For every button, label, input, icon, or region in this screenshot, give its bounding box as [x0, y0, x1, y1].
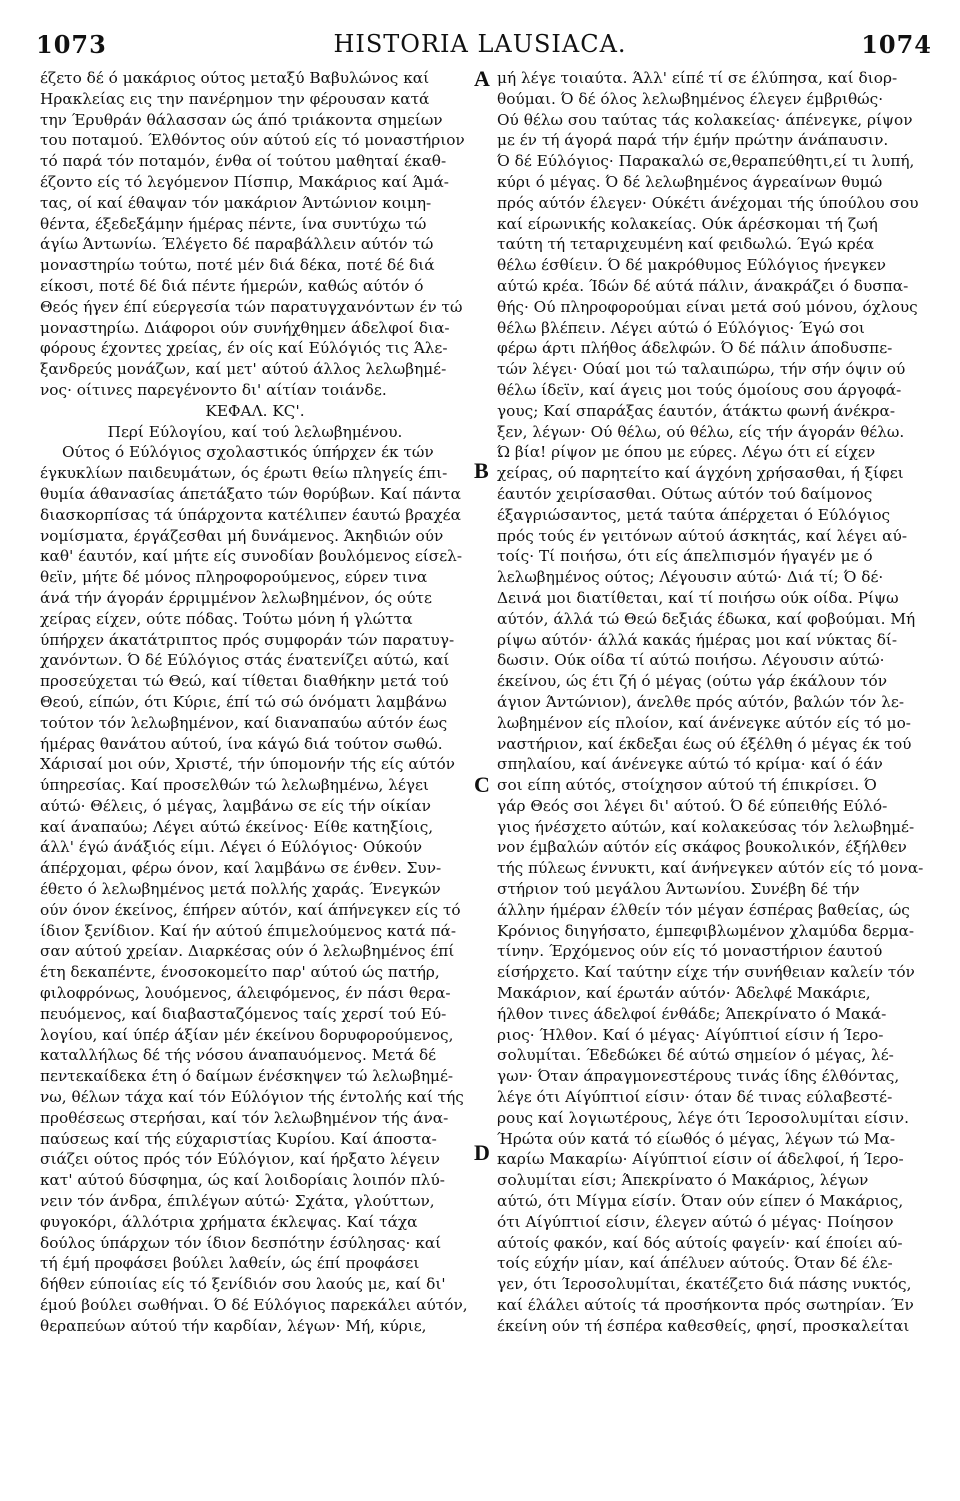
text-line: νω, θέλων τάχα καί τόν Εύλόγιον τής έντολής καί τής: [40, 1088, 464, 1107]
text-line: Μακάριον, καί έρωτάν αύτόν· Άδελφέ Μακάριε,: [497, 984, 871, 1003]
text-line: έκείνου, ώς έτι ζή ό μέγας (ούτω γάρ έκάλουν τόν: [497, 672, 888, 691]
text-line: προσεύχεται τώ Θεώ, καί τίθεται διαθήκην μετά τού: [40, 672, 449, 691]
text-line: έτη δεκαπέντε, ένοσοκομείτο παρ' αύτού ώς πατήρ,: [40, 963, 440, 982]
text-line: έζοντο είς τό λεγόμενον Πίσπιρ, Μακάριος καί Άμά-: [40, 172, 449, 191]
text-line: είσήρχετο. Καί ταύτην είχε τήν συνήθειαν καλείν τόν: [497, 963, 915, 982]
text-line: θούμαι. Ό δέ όλος λελωβημένος έλεγεν έμβριθώς·: [497, 89, 884, 108]
text-line: σιάζει ούτος πρός τόν Εύλόγιον, καί ήρξατο λέγειν: [40, 1150, 440, 1169]
text-line: έγκυκλίων παιδευμάτων, ός έρωτι θείω πληγείς έπι-: [40, 464, 448, 483]
text-line: άγιον Άντώνιον), άνελθε πρός αύτόν, βαλών τόν λε-: [497, 692, 905, 711]
text-line: δωσιν. Ούκ οίδα τί αύτώ ποιήσω. Λέγουσιν αύτώ·: [497, 651, 885, 670]
text-line: σαν αύτού χρείαν. Διαρκέσας ούν ό λελωβημένος έπί: [40, 942, 455, 961]
text-line: αύτώ κρέα. Ίδών δέ αύτά πάλιν, άνακράζει ό δυσπα-: [497, 276, 909, 295]
text-line: άπέρχομαι, φέρω όνον, καί λαμβάνω σε ένθεν. Συν-: [40, 859, 442, 878]
text-line: καί είρωνικής κολακείας. Ούκ άρέσκομαι τή ζωή: [497, 214, 878, 233]
text-line: ήλθον τινες άδελφοί ένθάδε; Άπεκρίνατο ό Μακά-: [497, 1004, 887, 1023]
page-header: [0, 0, 960, 64]
text-line: ούν όνον έκείνος, έπήρεν αύτόν, καί άπήνεγκεν είς τό: [40, 900, 461, 919]
text-line: αύτώ· Θέλεις, ό μέγας, λαμβάνω σε είς τήν οίκίαν: [40, 796, 431, 815]
text-line: ταύτη τή τεταριχευμένη καί φειδωλώ. Έγώ κρέα: [497, 235, 874, 254]
text-line: μοναστηρίω τούτω, ποτέ μέν διά δέκα, ποτέ δέ διά: [40, 256, 435, 275]
text-line: Ού θέλω σου ταύτας τάς κολακείας· άπένεγκε, ρίψον: [497, 110, 913, 129]
text-line: Κρόνιος διηγήσατο, έμπεφιβλωμένον χλαμύδα δερμα-: [497, 921, 915, 940]
text-line: στήριον τού μεγάλου Άντωνίου. Συνέβη δέ τήν: [497, 880, 860, 899]
text-line: σοι είπη αύτός, στοίχησον αύτού τή έπικρίσει. Ό: [497, 776, 877, 795]
text-line: ξανδρεύς μονάζων, καί μετ' αύτού άλλος λελωβημέ-: [40, 360, 447, 379]
text-line: δήθεν εύποιίας είς τό ξενίδιόν σου λαούς με, καί δι': [40, 1275, 446, 1294]
text-line: καρίω Μακαρίω· Αίγύπτιοί είσιν οί άδελφοί, ή Ίερο-: [497, 1150, 904, 1169]
text-line: έαυτόν χειρίσασθαι. Ούτως αύτόν τού δαίμονος: [497, 484, 873, 503]
text-line: Ηρακλείας εις την πανέρημον την φέρουσαν κατά: [40, 89, 430, 108]
text-line: τοίς· Τί ποιήσω, ότι είς άπελπισμόν ήγαγέν με ό: [497, 547, 873, 566]
text-line: νομίσματα, έργάζεσθαι μή δυνάμενος. Άκηδιών ούν: [40, 526, 444, 545]
text-line: νον έμβαλών αύτόν είς σκάφος βουκολικόν, έξήλθεν: [497, 838, 907, 857]
text-line: Ούτος ό Εύλόγιος σχολαστικός ύπήρχεν έκ τών: [62, 443, 434, 462]
text-line: σολυμίται. Έδεδώκει δέ αύτώ σημείον ό μέγας, λέ-: [497, 1046, 894, 1065]
text-line: τή έμή προφάσει βούλει λαθείν, ώς έπί προφάσει: [40, 1254, 420, 1273]
text-line: ναστήριον, καί έκδεξαι έως ού έξέλθη ό μέγας έκ τού: [497, 734, 912, 753]
text-line: γάρ Θεός σοι λέγει δι' αύτού. Ό δέ εύπειθής Εύλό-: [497, 796, 888, 815]
text-line: διασκορπίσας τά ύπάρχοντα κατέλιπεν έαυτώ βραχέα: [40, 505, 461, 524]
text-line: καί άναπαύω; Λέγει αύτώ έκείνος· Είθε κατηξίοις,: [40, 817, 434, 836]
text-line: του ποταμού. Έλθόντος ούν αύτού είς τό μοναστήριον: [40, 131, 465, 150]
text-line: την Έρυθράν θάλασσαν ώς άπό τριάκοντα σημείων: [40, 110, 443, 129]
text-line: Θεός ήγεν έπί εύεργεσία τών παρατυγχανόντων έν τώ: [40, 297, 463, 316]
text-line: άλλην ήμέραν έλθείν τόν μέγαν έσπέρας βαθείας, ώς: [497, 900, 910, 919]
text-line: έθετο ό λελωβημένος μετά πολλής χαράς. Ένεγκών: [40, 880, 441, 899]
text-line: γιος ήνέσχετο αύτών, καί κολακεύσας τόν λελωβημέ-: [497, 817, 915, 836]
text-line: κατ' αύτού δύσφημα, ώς καί λοιδορίαις λοιπόν πλύ-: [40, 1171, 445, 1190]
text-line: θής· Ού πληροφορούμαι είναι μετά σού μόνου, όχλους: [497, 297, 918, 316]
text-line: σολυμίται είσι; Άπεκρίνατο ό Μακάριος, λέγων: [497, 1171, 869, 1190]
text-line: παύσεως καί τής εύχαριστίας Κυρίου. Καί άποστα-: [40, 1129, 437, 1148]
text-line: σπηλαίου, καί άνένεγκε αύτώ τό κρίμα· καί ό έάν: [497, 755, 883, 774]
text-line: ριος· Ήλθον. Καί ό μέγας· Αίγύπτιοί είσιν ή Ίερο-: [497, 1025, 884, 1044]
text-line: ρους καί λογιωτέρους, λέγε ότι Ίεροσολυμίται είσιν.: [497, 1108, 909, 1127]
text-line: τας, οί καί έθαψαν τόν μακάριον Άντώνιον κοιμη-: [40, 193, 432, 212]
text-line: έκείνη ούν τή έσπέρα καθεσθείς, φησί, προσκαλείται: [497, 1316, 910, 1335]
text-line: πεντεκαίδεκα έτη ό δαίμων ένέσκηψεν τώ λελωβημέ-: [40, 1067, 454, 1086]
text-line: έζετο δέ ό μακάριος ούτος μεταξύ Βαβυλώνος καί: [40, 69, 430, 87]
text-line: νειν τόν άνδρα, έπιλέγων αύτώ· Σχάτα, γλούττων,: [40, 1192, 435, 1211]
text-line: ύπήρχεν άκατάτριπτος πρός συμφοράν τών παρατυγ-: [40, 630, 455, 649]
text-line: Ό δέ Εύλόγιος· Παρακαλώ σε,θεραπεύθητι,εί τι λυπή,: [497, 152, 915, 171]
right-page-number: 1074: [861, 30, 932, 59]
text-line: ίδιον ξενίδιον. Καί ήν αύτού έπιμελούμενος κατά πά-: [40, 921, 457, 940]
text-line: χανόντων. Ό δέ Εύλόγιος στάς ένατενίζει αύτώ, καί: [40, 651, 450, 670]
text-line: τών λέγει· Ούαί μοι τώ ταλαιπώρω, τήν σήν όψιν ού: [497, 360, 906, 379]
text-line: είκοσι, ποτέ δέ διά πέντε ήμερών, καθώς αύτόν ό: [40, 276, 424, 295]
text-line: τής πύλεως έννυκτι, καί άνήνεγκεν αύτόν είς τό μονα-: [497, 859, 924, 878]
text-line: αύτόν, άλλά τώ Θεώ δεξιάς έδωκα, καί φοβούμαι. Μή: [497, 609, 916, 628]
text-line: λελωβημένος ούτος; Λέγουσιν αύτώ· Διά τί; Ό δέ·: [497, 568, 884, 587]
text-line: θυμία άθανασίας άπετάξατο τών θορύβων. Καί πάντα: [40, 484, 461, 503]
text-line: πρός τούς έν γειτόνων αύτού άσκητάς, καί λέγει αύ-: [497, 526, 907, 545]
text-line: ότι Αίγύπτιοί είσιν, έλεγεν αύτώ ό μέγας· Ποίησον: [497, 1212, 894, 1231]
section-marker-c: C: [474, 772, 490, 797]
text-line: τούτον τόν λελωβημένον, καί διαναπαύω αύτόν έως: [40, 713, 448, 732]
text-line: έξαγριώσαντος, μετά ταύτα άπέρχεται ό Εύλόγιος: [497, 505, 891, 524]
text-line: ήμέρας θανάτου αύτού, ίνα κάγώ διά τούτον σωθώ.: [40, 734, 443, 753]
text-line: τίνην. Έρχόμενος ούν είς τό μοναστήριον έαυτού: [497, 942, 883, 961]
text-line: λωβημένον είς πλοίον, καί άνένεγκε αύτόν είς τό μο-: [497, 713, 911, 732]
text-line: προθέσεως στερήσαι, καί τόν λελωβημένον τής άνα-: [40, 1108, 449, 1127]
text-line: χείρας, ού παρητείτο καί άγχόνη χρήσασθαι, ή ξίφει: [497, 464, 904, 483]
text-line: κύρι ό μέγας. Ό δέ λελωβημένος άγρεαίνων θυμώ: [497, 172, 883, 191]
text-line: χείρας είχεν, ούτε πόδας. Τούτω μόνη ή γλώττα: [40, 609, 413, 628]
text-line: θέλω βλέπειν. Λέγει αύτώ ό Εύλόγιος· Έγώ σοι: [497, 318, 865, 337]
text-line: άνά τήν άγοράν έρριμμένον λελωβημένον, ός ούτε: [40, 588, 432, 607]
text-line: άλλ' έγώ άνάξιός είμι. Λέγει ό Εύλόγιος· Ούκούν: [40, 838, 422, 857]
text-line: τοίς εύχήν μίαν, καί άπέλυεν αύτούς. Όταν δέ έλε-: [497, 1254, 893, 1273]
text-line: νος· οίτινες παρεγένοντο δι' αίτίαν τοιάνδε.: [40, 380, 387, 399]
text-line: φόρους έχοντες χρείας, έν οίς καί Εύλόγιός τις Άλε-: [40, 339, 448, 358]
text-line: Ώ βία! ρίψον με όπου με εύρες. Λέγω ότι εί είχεν: [497, 443, 876, 462]
text-line: λέγε ότι Αίγύπτιοί είσιν· όταν δέ τινας εύλαβεστέ-: [497, 1088, 893, 1107]
text-line: έμού βούλει σωθήναι. Ό δέ Εύλόγιος παρεκάλει αύτόν,: [40, 1296, 468, 1315]
text-line: Ήρώτα ούν κατά τό είωθός ό μέγας, λέγων τώ Μα-: [497, 1129, 896, 1148]
right-text-column: [497, 68, 927, 1337]
text-line: φιλοφρόνως, λουόμενος, άλειφόμενος, έν πάσι θερα-: [40, 984, 451, 1003]
text-line: γους; Καί σπαράξας έαυτόν, άτάκτω φωνή άνέκρα-: [497, 401, 896, 420]
text-line: θέλω έσθίειν. Ό δέ μακρόθυμος Εύλόγιος ήνεγκεν: [497, 256, 886, 275]
running-title: HISTORIA LAUSIACA.: [333, 30, 627, 58]
text-line: αύτοίς φακόν, καί δός αύτοίς φαγείν· καί έποίει αύ-: [497, 1233, 903, 1252]
section-marker-a: A: [474, 66, 490, 91]
text-line: φέρω άρτι πλήθος άδελφών. Ό δέ πάλιν άποδυσπε-: [497, 339, 893, 358]
text-line: καί έλάλει αύτοίς τά προσήκοντα πρός σωτηρίαν. Έν: [497, 1296, 914, 1315]
text-line: γεν, ότι Ίεροσολυμίται, έκατέζετο διά πάσης νυκτός,: [497, 1275, 912, 1294]
text-line: Περί Εύλογίου, καί τού λελωβημένου.: [107, 422, 403, 441]
text-line: Θεού, είπών, ότι Κύριε, έπί τώ σώ όνόματι λαμβάνω: [40, 692, 447, 711]
text-line: με έν τή άγορά παρά τήν έμήν πρώτην άνάπαυσιν.: [497, 131, 889, 150]
text-line: δούλος ύπάρχων τόν ίδιον δεσπότην έσύλησας· καί: [40, 1233, 442, 1252]
text-line: ύπηρεσίας. Καί προσελθών τώ λελωβημένω, λέγει: [40, 776, 429, 795]
text-line: ρίψω αύτόν· άλλά κακάς ήμέρας μοι καί νύκτας δί-: [497, 630, 898, 649]
text-line: θέλω ίδεϊν, καί άγεις μοι τούς όμοίους σου άργοφά-: [497, 380, 902, 399]
text-line: άγίω Άντωνίω. Έλέγετο δέ παραβάλλειν αύτόν τώ: [40, 235, 434, 254]
section-marker-d: D: [474, 1140, 490, 1165]
text-line: μοναστηρίω. Διάφοροι ούν συνήχθημεν άδελφοί δια-: [40, 318, 450, 337]
left-text-column: [40, 68, 470, 1337]
text-line: τό παρά τόν ποταμόν, ένθα οί τούτου μαθηταί έκαθ-: [40, 152, 447, 171]
section-marker-b: B: [474, 458, 489, 483]
text-line: καταλλήλως δέ τής νόσου άναπαυόμενος. Μετά δέ: [40, 1046, 437, 1065]
text-line: Δεινά μοι διατίθεται, καί τί ποιήσω ούκ οίδα. Ρίψω: [497, 588, 899, 607]
text-line: μή λέγε τοιαύτα. Άλλ' είπέ τί σε έλύπησα, καί διορ-: [497, 69, 898, 87]
text-line: θέντα, έξεδεξάμην ήμέρας πέντε, ίνα συντύχω τώ: [40, 214, 427, 233]
text-line: θεραπεύων αύτού τήν καρδίαν, λέγων· Μή, κύριε,: [40, 1316, 427, 1335]
text-line: Χάρισαί μοι ούν, Χριστέ, τήν ύπομονήν τής είς αύτόν: [40, 755, 455, 774]
text-line: φυγοκόρι, άλλότρια χρήματα έκλεψας. Καί τάχα: [40, 1212, 418, 1231]
text-line: πρός αύτόν έλεγεν· Ούκέτι άνέχομαι τής ύπούλου σου: [497, 193, 919, 212]
text-line: αύτώ, ότι Μίγμα είσίν. Όταν ούν είπεν ό Μακάριος,: [497, 1192, 904, 1211]
text-line: ΚΕΦΑΛ. ΚϚ'.: [205, 401, 305, 420]
text-line: ξεν, λέγων· Ού θέλω, ού θέλω, είς τήν άγοράν θέλω.: [497, 422, 905, 441]
text-line: γων· Όταν άπραγμονεστέρους τινάς ίδης έλθόντας,: [497, 1067, 900, 1086]
left-page-number: 1073: [36, 30, 107, 59]
text-line: θεϊν, μήτε δέ μόνος πληροφορούμενος, εύρεν τινα: [40, 568, 428, 587]
text-line: λογίου, καί ύπέρ άξίαν μέν έκείνου δορυφορούμενος,: [40, 1025, 454, 1044]
text-line: πευόμενος, καί διαβασταζόμενος ταίς χερσί τού Εύ-: [40, 1004, 447, 1023]
text-line: καθ' έαυτόν, καί μήτε είς συνοδίαν βουλόμενος είσελ-: [40, 547, 463, 566]
